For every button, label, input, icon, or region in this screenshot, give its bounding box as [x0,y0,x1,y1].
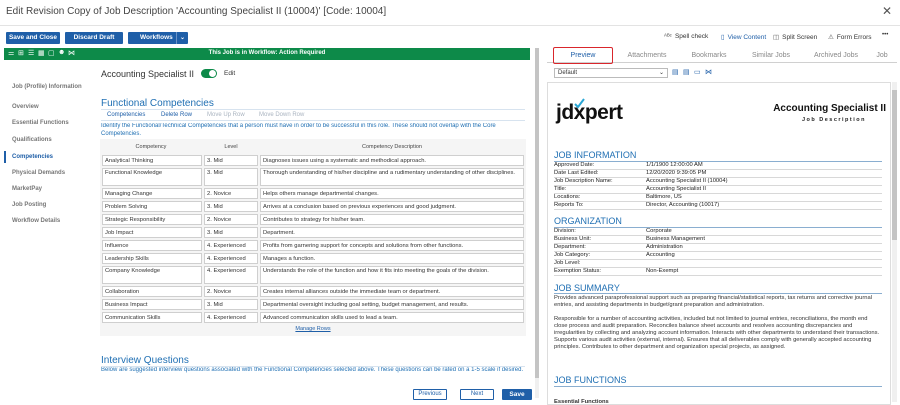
jdxpert-logo: jdxpert [556,101,623,124]
document-icon: ▯ [721,34,725,41]
job-info-value: Director, Accounting (10017) [646,202,882,210]
competency-cell[interactable]: Company Knowledge [102,266,202,284]
level-cell[interactable]: 3. Mid [204,155,258,166]
divider [554,293,882,294]
right-scrollbar[interactable] [892,82,897,402]
job-info-value: Accounting Specialist II [646,186,882,194]
form-errors-button[interactable] [828,33,872,41]
split-screen-icon: ◫ [773,34,780,41]
chevron-down-icon: ⌄ [658,70,664,76]
description-cell[interactable]: Creates internal alliances outside the immediate team or department. [260,286,524,297]
pdf-icon[interactable]: ▤ [672,69,679,76]
checkmark-icon [574,98,585,109]
org-info-value: Business Management [646,236,882,244]
next-button[interactable]: Next [460,389,494,400]
template-select[interactable] [554,68,668,78]
workflow-message: This Job is in Workflow: Action Required [208,50,326,56]
spell-check-label: Spell check [674,33,709,40]
nav-item-job-information[interactable]: Job (Profile) Information [12,84,82,90]
job-name: Accounting Specialist II [101,69,195,79]
nav-item-job-posting[interactable]: Job Posting [12,202,47,208]
org-info-label: Job Level: [554,260,646,268]
org-info-label: Business Unit: [554,236,646,244]
tab-job[interactable]: Job [876,52,888,59]
nav-item-marketpay[interactable]: MarketPay [12,186,43,192]
essential-functions-subheading: Essential Functions [554,399,609,405]
description-cell[interactable]: Advanced communication skills used to lead a team. [260,312,524,323]
org-info-value: Corporate [646,228,882,236]
right-scrollbar-thumb[interactable] [892,90,897,240]
warning-icon: ⚠ [828,34,834,41]
level-cell[interactable]: 3. Mid [204,299,258,310]
manage-rows-row [100,325,526,332]
divider [554,386,882,387]
job-info-label: Job Description Name: [554,178,646,186]
org-info-label: Job Category: [554,252,646,260]
list-icon[interactable]: ☰ [28,50,35,57]
tab-attachments[interactable]: Attachments [627,52,667,59]
job-info-value: 1/1/1900 12:00:00 AM [646,162,882,170]
delete-row-button[interactable]: Delete Row [161,112,193,118]
level-cell[interactable]: 3. Mid [204,201,258,212]
move-up-row-button[interactable]: Move Up Row [207,112,245,118]
organization-heading: ORGANIZATION [554,216,622,226]
competency-cell[interactable]: Problem Solving [102,201,202,212]
more-options-icon[interactable]: ••• [882,32,889,38]
previous-button[interactable]: Previous [413,389,447,400]
nav-item-essential-functions[interactable]: Essential Functions [12,120,69,126]
org-info-label: Exemption Status: [554,268,646,276]
org-info-label: Department: [554,244,646,252]
level-cell[interactable]: 4. Experienced [204,312,258,323]
job-info-value: Accounting Specialist II (10004) [646,178,882,186]
description-cell[interactable]: Manages a function. [260,253,524,264]
description-cell[interactable]: Profits from garnering support for concepts and solutions from other functions. [260,240,524,251]
left-scrollbar-thumb[interactable] [535,48,539,378]
chevron-down-icon: ⌄ [176,32,185,44]
split-screen-label: Split Screen [782,34,818,41]
view-content-label: View Content [727,34,767,41]
nav-item-qualifications[interactable]: Qualifications [12,137,52,143]
job-summary-paragraph-1: Provides advanced paraprofessional support such as preparing financial/statistical reports, tax returns and corrective journal entries, and assisting departments in budget/grant preparation and administration. [554,295,873,308]
save-button[interactable]: Save [502,389,532,400]
competency-cell[interactable]: Strategic Responsibility [102,214,202,225]
preview-document [547,82,891,405]
competency-cell[interactable]: Job Impact [102,227,202,238]
view-content-button[interactable] [721,33,766,41]
competencies-description: Identify the Functional/Technical Competencies that a person must have in order to be successful in this role. These should not overlap with the Core Competencies. [101,123,496,137]
level-cell[interactable]: 4. Experienced [204,266,258,284]
print-icon[interactable]: ▭ [694,69,701,76]
description-cell[interactable]: Thorough understanding of his/her discipline and a rudimentary understanding of other disciplines. [260,168,524,186]
nav-item-physical-demands[interactable]: Physical Demands [12,170,66,176]
org-info-label: Division: [554,228,646,236]
competency-cell[interactable]: Communication Skills [102,312,202,323]
left-scrollbar[interactable] [535,48,539,398]
org-info-value [646,260,882,268]
workflow-banner [4,48,530,60]
level-cell[interactable]: 4. Experienced [204,253,258,264]
job-information-heading: JOB INFORMATION [554,150,637,160]
description-cell[interactable]: Contributes to strategy for his/her team. [260,214,524,225]
level-cell[interactable]: 2. Novice [204,286,258,297]
description-cell[interactable]: Departmental oversight including goal setting, budget management, and results. [260,299,524,310]
column-header-level: Level [224,144,238,150]
edit-label: Edit [224,70,236,77]
split-screen-button[interactable] [773,33,817,41]
column-header-competency: Competency [135,144,167,150]
competency-cell[interactable]: Business Impact [102,299,202,310]
job-info-label: Reports To: [554,202,646,210]
workflows-label: Workflows [140,34,173,41]
competency-cell[interactable]: Managing Change [102,188,202,199]
nav-item-workflow-details[interactable]: Workflow Details [12,218,61,224]
competency-cell[interactable]: Functional Knowledge [102,168,202,186]
tab-archived-jobs[interactable]: Archived Jobs [814,52,858,59]
preview-job-title: Accounting Specialist II [773,103,886,114]
job-summary-paragraph-2: Responsible for a number of accounting activities, included but not limited to journal entries, reconciliations, the month end close process and audit preparation. Reconciles balance sheet accounts and resolves accounting discrepancies and irregularities by collecting and analyzing account information. Interacts with other departments to understand their transactions. Supports various audit activities (external, internal). Ensures that all deliverables comply with generally accepted accounting principles. Contributes to other department and organization special projects, as assigned. [554,316,880,350]
description-cell[interactable]: Arrives at a conclusion based on previous experiences and good judgment. [260,201,524,212]
job-info-label: Approved Date: [554,162,646,170]
tab-bookmarks[interactable]: Bookmarks [691,52,727,59]
people-icon[interactable]: ☻ [58,49,66,56]
job-info-label: Locations: [554,194,646,202]
job-info-value: 12/20/2020 9:39:05 PM [646,170,882,178]
interview-questions-description: Below are suggested interview questions associated with the Functional Competencies selected above. These questions can be rated on a 1-5 scale if desired. [101,367,524,373]
sliders-icon[interactable]: ⚌ [8,50,15,57]
job-info-label: Title: [554,186,646,194]
competency-cell[interactable]: Analytical Thinking [102,155,202,166]
grid-icon[interactable]: ▦ [38,50,45,57]
divider [101,109,525,110]
tab-competencies[interactable]: Competencies [107,112,146,118]
tab-preview[interactable]: Preview [570,52,596,59]
competency-cell[interactable]: Leadership Skills [102,253,202,264]
divider [101,120,525,121]
level-cell[interactable]: 2. Novice [204,188,258,199]
competency-cell[interactable]: Collaboration [102,286,202,297]
level-cell[interactable]: 3. Mid [204,227,258,238]
competency-cell[interactable]: Influence [102,240,202,251]
nav-item-competencies[interactable]: Competencies [4,151,90,163]
title-bar [0,0,900,26]
description-cell[interactable]: Diagnoses issues using a systematic and methodical approach. [260,155,524,166]
spell-check-button[interactable] [664,33,708,40]
share-icon[interactable]: ⋈ [68,50,75,57]
job-info-label: Date Last Edited: [554,170,646,178]
form-errors-label: Form Errors [836,34,872,41]
hierarchy-icon[interactable]: ⊞ [18,50,24,57]
tab-similar-jobs[interactable]: Similar Jobs [751,52,791,59]
job-info-value: Baltimore, US [646,194,882,202]
level-cell[interactable]: 4. Experienced [204,240,258,251]
word-icon[interactable]: ▤ [683,69,690,76]
interview-questions-title: Interview Questions [101,355,189,366]
move-down-row-button[interactable]: Move Down Row [259,112,305,118]
window-title: Edit Revision Copy of Job Description 'Accounting Specialist II (10004)' [Code: 10004] [6,6,387,17]
spell-check-icon: ᴬᴮᶜ [664,33,672,40]
preview-subtitle: Job Description [801,117,866,123]
edit-toggle[interactable] [201,69,217,78]
share-icon[interactable]: ⋈ [705,69,712,76]
template-select-value: Default [558,70,578,76]
job-summary-heading: JOB SUMMARY [554,283,620,293]
competencies-table [100,139,526,336]
close-icon[interactable]: ✕ [881,4,892,18]
job-functions-heading: JOB FUNCTIONS [554,375,627,385]
comment-icon[interactable]: ▢ [48,50,55,57]
org-info-value: Accounting [646,252,882,260]
column-header-description: Competency Description [362,144,422,150]
functional-competencies-title: Functional Competencies [101,98,214,109]
description-cell[interactable]: Department. [260,227,524,238]
description-cell[interactable]: Helps others manage departmental changes. [260,188,524,199]
manage-rows-link[interactable]: Manage Rows [295,326,331,332]
nav-item-overview[interactable]: Overview [12,104,39,110]
workflows-dropdown[interactable] [128,32,188,44]
description-cell[interactable]: Understands the role of the function and how it fits into meeting the goals of the division. [260,266,524,284]
org-info-value: Non-Exempt [646,268,882,276]
level-cell[interactable]: 3. Mid [204,168,258,186]
save-and-close-button[interactable]: Save and Close [6,32,60,44]
discard-draft-button[interactable]: Discard Draft [65,32,123,44]
org-info-value: Administration [646,244,882,252]
level-cell[interactable]: 2. Novice [204,214,258,225]
